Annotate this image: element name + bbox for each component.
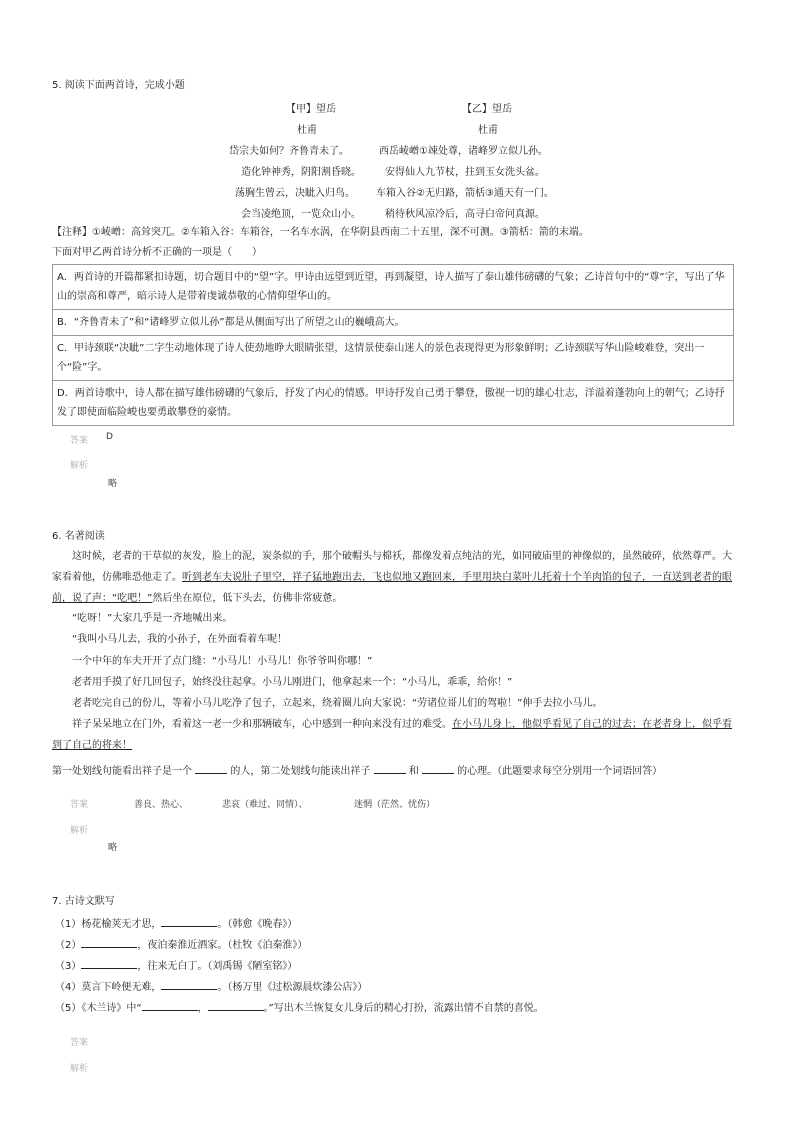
q7-item-4: [55, 979, 367, 995]
q5-question: 下面对甲乙两首诗分析不正确的一项是（ ）: [52, 247, 262, 258]
q6-underline-1: 听到老车夫说肚子里空，祥子猛地跑出去，飞也似地又跑回来，手里用块白菜叶儿托着十个羊肉馅的包子，一直送到老者的眼前，说了声：“吃吧！”: [52, 572, 732, 604]
q6-paragraph-4: 一个中年的车夫开开了点门缝：“小马儿！小马儿！你爷爷叫你哪！”: [72, 656, 373, 667]
poem-b-line: 稍待秋风凉冷后，高寻白帝问真源。: [385, 209, 545, 220]
fill-blank[interactable]: [142, 1000, 198, 1011]
q6-paragraph-3: “我叫小马儿去，我的小孙子，在外面看着车呢！: [72, 634, 288, 645]
item-number: （3）: [55, 961, 82, 972]
poem-b-line: 车箱入谷②无归路，箭栝③通天有一门。: [376, 188, 554, 199]
poem-a-line: 荡胸生曾云，决眦入归鸟。: [235, 188, 355, 199]
q5-title: 5. 阅读下面两首诗，完成小题: [52, 80, 185, 91]
q6-title: 6. 名著阅读: [52, 531, 105, 542]
fill-blank[interactable]: [161, 979, 217, 990]
poem-a-title: 【甲】望岳: [286, 104, 336, 115]
q6-paragraph-7: [52, 714, 738, 756]
q6-answer-1: 善良、热心、: [134, 800, 189, 810]
q6-analysis: 略: [108, 843, 118, 853]
option-d[interactable]: D．两首诗歌中，诗人都在描写雄伟磅礴的气象后，抒发了内心的情感。甲诗抒发自己勇于攀登，傲视一切的雄心壮志，洋溢着蓬勃向上的朝气；乙诗抒发了即使面临险峻也要勇敢攀登的豪情。: [57, 388, 725, 418]
poem-a-line: 造化钟神秀，阴阳割昏晓。: [241, 167, 361, 178]
poem-a-line: 岱宗夫如何？齐鲁青未了。: [229, 146, 349, 157]
q5-answer-label: 答案: [70, 436, 89, 446]
q6-question-text: 第一处划线句能看出祥子是一个: [52, 766, 192, 777]
q7-item-2: [55, 937, 307, 953]
poem-a-line: 会当凌绝顶，一览众山小。: [241, 209, 361, 220]
poem-note: 【注释】①崚嶒：高耸突兀。②车箱入谷：车箱谷，一名车水涡，在华阴县西南二十五里，深不可测。③箭栝：箭的末端。: [52, 227, 589, 238]
q5-answer: D: [106, 432, 113, 442]
item-text: ，: [197, 1003, 208, 1014]
q7-answer-label: 答案: [70, 1038, 89, 1048]
fill-blank[interactable]: [81, 958, 137, 969]
item-text: 杨花榆荚无才思，: [81, 919, 162, 930]
poem-b-line: 西岳崚嶒①竦处尊，诸峰罗立似儿孙。: [379, 146, 548, 157]
q6-text: 祥子呆呆地立在门外，看着这一老一少和那辆破车，心中感到一种向来没有过的难受。: [72, 719, 452, 730]
item-text: 莫言下岭便无难，: [81, 982, 162, 993]
item-text: 。（杨万里《过松源晨炊漆公店》）: [217, 982, 368, 993]
poem-b-title: 【乙】望岳: [462, 104, 512, 115]
fill-blank[interactable]: [208, 1000, 264, 1011]
q6-paragraph-2: “吃呀！”大家几乎是一齐地喊出来。: [72, 613, 233, 624]
q7-item-3: [55, 958, 297, 974]
q5-options: [52, 264, 734, 426]
poem-b-line: 安得仙人九节杖，拄到玉女洗头盆。: [385, 167, 545, 178]
option-a[interactable]: A．两首诗的开篇都紧扣诗题，切合题目中的“望”字。甲诗由远望到近望，再到凝望，诗人描写了泰山雄伟磅礴的气象；乙诗首句中的“尊”字，写出了华山的崇高和尊严，暗示诗人是带着虔诚恭敬的心情仰望华山的。: [53, 265, 733, 310]
item-text: 《木兰诗》中“: [81, 1003, 142, 1014]
q7-title: 7. 古诗文默写: [52, 896, 115, 907]
item-text: 。”写出木兰恢复女儿身后的精心打扮，流露出情不自禁的喜悦。: [263, 1003, 544, 1014]
q5-analysis-label: 解析: [70, 461, 89, 471]
q6-paragraph-6: 老者吃完自己的份儿，等着小马儿吃净了包子，立起来，绕着圈儿向大家说：“劳诸位哥儿们的驾啦！”伸手去拉小马儿。: [72, 698, 603, 709]
fill-blank[interactable]: [161, 916, 217, 927]
q6-text: 这时候，老者的干草似的灰发，脸上的泥，炭条似的手，那个破帽头与棉袄，都像发着点纯洁的光，如同破庙里的神像似的，虽然破碎，依然尊严。大家看着他，仿佛唯恐他走了。: [52, 551, 732, 583]
q6-answer-label: 答案: [70, 800, 89, 810]
poem-a-author: 杜甫: [297, 125, 317, 136]
q6-question-text: 的心理。（此题要求每空分别用一个词语回答）: [457, 766, 663, 777]
poem-b-author: 杜甫: [478, 125, 498, 136]
q6-analysis-label: 解析: [70, 826, 89, 836]
item-number: （5）: [55, 1003, 82, 1014]
item-text: ，往来无白丁。（刘禹锡《陋室铭》）: [137, 961, 298, 972]
item-number: （4）: [55, 982, 82, 993]
item-number: （2）: [55, 940, 82, 951]
option-b[interactable]: B．“齐鲁青未了”和“诸峰罗立似儿孙”都是从侧面写出了所望之山的巍峨高大。: [53, 310, 733, 336]
fill-blank[interactable]: [81, 937, 137, 948]
q6-question-text: 和: [408, 766, 419, 777]
q6-text: 然后坐在原位，低下头去，仿佛非常疲惫。: [152, 593, 343, 604]
q6-paragraph-5: 老者用手摸了好几回包子，始终没往起拿。小马儿刚进门，他拿起来一个：“小马儿，乖乖，给你！”: [72, 677, 513, 688]
q6-paragraph-1: [52, 546, 738, 609]
q6-answer-3: 迷惘（茫然、忧伤）: [354, 800, 436, 810]
q6-question-text: 的人，第二处划线句能读出祥子: [230, 766, 371, 777]
blank-1[interactable]: [195, 763, 227, 774]
option-c[interactable]: C．甲诗颈联“决眦”二字生动地体现了诗人使劲地睁大眼睛张望，这情景使泰山迷人的景色表现得更为形象鲜明；乙诗颈联写华山险峻难登，突出一个“险”字。: [53, 336, 733, 381]
q7-item-5: [55, 1000, 544, 1016]
q6-question: [52, 763, 662, 779]
q5-analysis: 略: [108, 479, 118, 489]
item-text: 。（韩愈《晚春》）: [217, 919, 298, 930]
q6-answer-2: 悲哀（难过、同情）、: [222, 800, 308, 810]
q7-analysis-label: 解析: [70, 1064, 89, 1074]
item-number: （1）: [55, 919, 82, 930]
blank-3[interactable]: [422, 763, 454, 774]
q6-underline-2: 在小马儿身上，他似乎看见了自己的过去；在老者身上，似乎看到了自己的将来！: [52, 719, 732, 751]
item-text: ，夜泊秦淮近酒家。（杜牧《泊秦淮》）: [137, 940, 308, 951]
blank-2[interactable]: [374, 763, 406, 774]
q7-item-1: [55, 916, 297, 932]
